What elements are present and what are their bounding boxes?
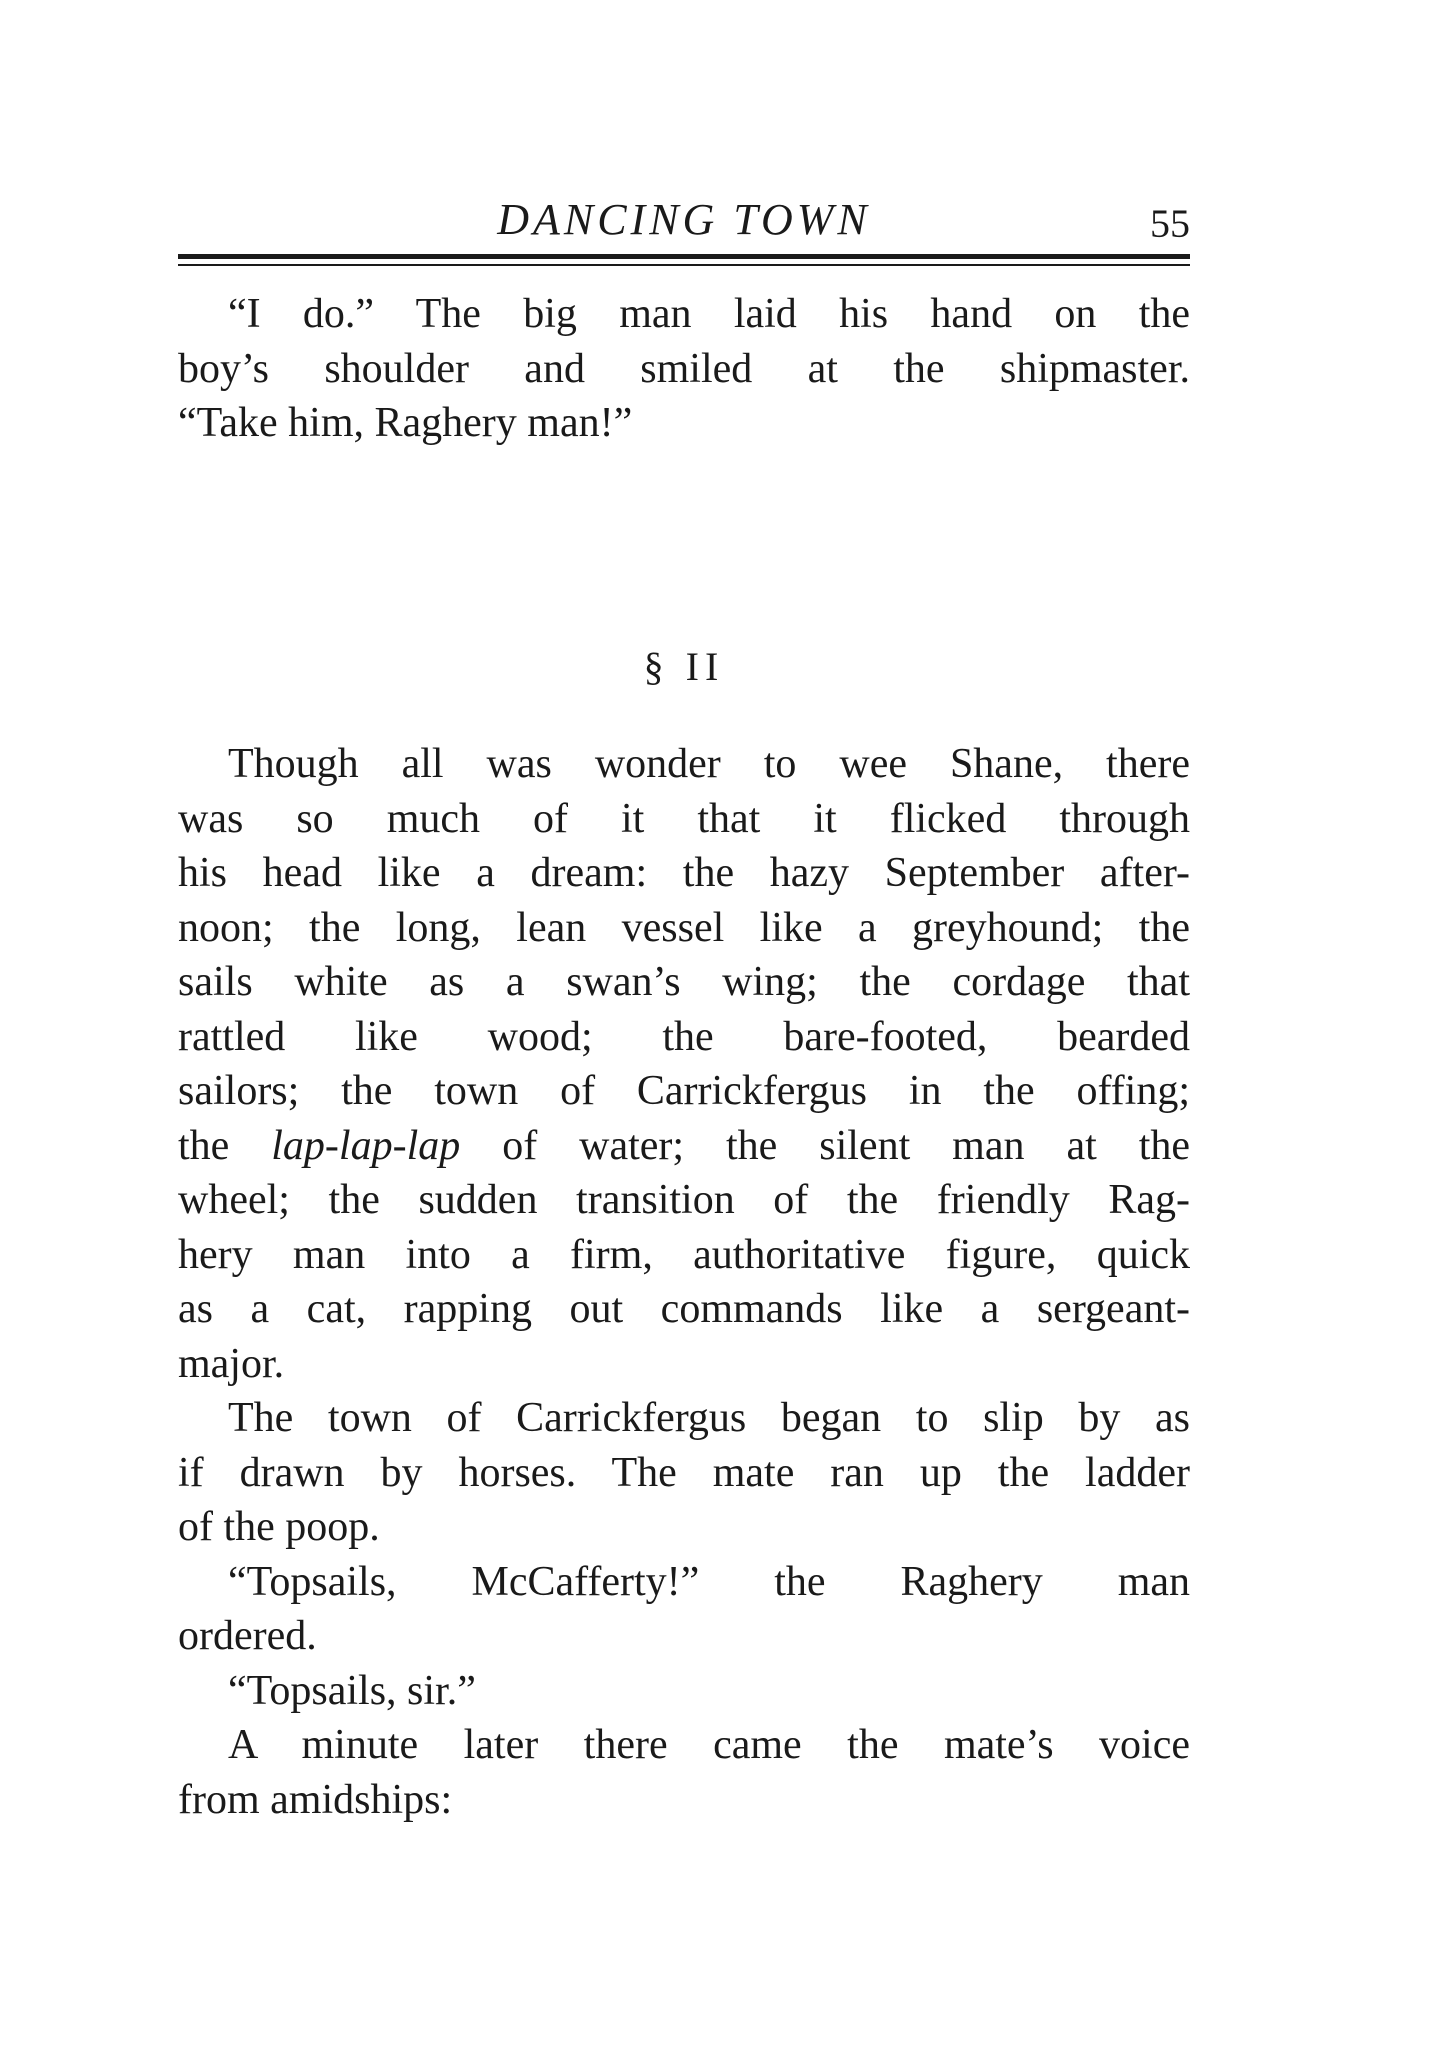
text-line: The town of Carrickfergus began to slip by as: [228, 1395, 1190, 1441]
text-line: boy’s shoulder and smiled at the shipmaster.: [178, 345, 1190, 392]
body-text: [178, 737, 1190, 1827]
text-line: sailors; the town of Carrickfergus in the offing;: [178, 1068, 1190, 1114]
text-line: “Take him, Raghery man!”: [178, 400, 633, 446]
section-heading: § II: [643, 644, 725, 689]
top-paragraph: [178, 287, 1190, 451]
text-fragment: of water; the silent man at the: [460, 1122, 1190, 1169]
text-line: major.: [178, 1340, 285, 1387]
text-line: was so much of it that it flicked through: [178, 795, 1190, 842]
header-rule-thin: [178, 264, 1190, 266]
running-head: [178, 190, 1190, 250]
text-line: from amidships:: [178, 1776, 453, 1823]
text-line: Though all was wonder to wee Shane, there: [228, 741, 1190, 787]
text-line: “I do.” The big man laid his hand on the: [228, 291, 1190, 337]
page-number: 55: [1150, 201, 1190, 246]
text-line: “Topsails, sir.”: [228, 1667, 476, 1714]
header-rule-thick: [178, 254, 1190, 259]
italic-phrase: lap-lap-lap: [271, 1122, 461, 1169]
text-line: if drawn by horses. The mate ran up the ladder: [178, 1449, 1190, 1496]
text-line: his head like a dream: the hazy September after-: [178, 850, 1190, 896]
text-line: ordered.: [178, 1613, 317, 1659]
text-line: wheel; the sudden transition of the friendly Rag-: [178, 1177, 1190, 1223]
text-line: A minute later there came the mate’s voice: [228, 1722, 1190, 1768]
text-line: “Topsails, McCafferty!” the Raghery man: [228, 1558, 1190, 1605]
text-line-with-italic: [178, 1119, 1190, 1174]
text-line: of the poop.: [178, 1504, 380, 1550]
text-fragment: the: [178, 1122, 272, 1169]
text-line: noon; the long, lean vessel like a greyhound; the: [178, 904, 1190, 951]
text-line: sails white as a swan’s wing; the cordage that: [178, 959, 1190, 1005]
running-title: DANCING TOWN: [497, 195, 871, 244]
text-line: rattled like wood; the bare-footed, bearded: [178, 1013, 1190, 1060]
text-line: as a cat, rapping out commands like a sergeant-: [178, 1286, 1190, 1332]
text-line: hery man into a firm, authoritative figure, quick: [178, 1231, 1190, 1278]
